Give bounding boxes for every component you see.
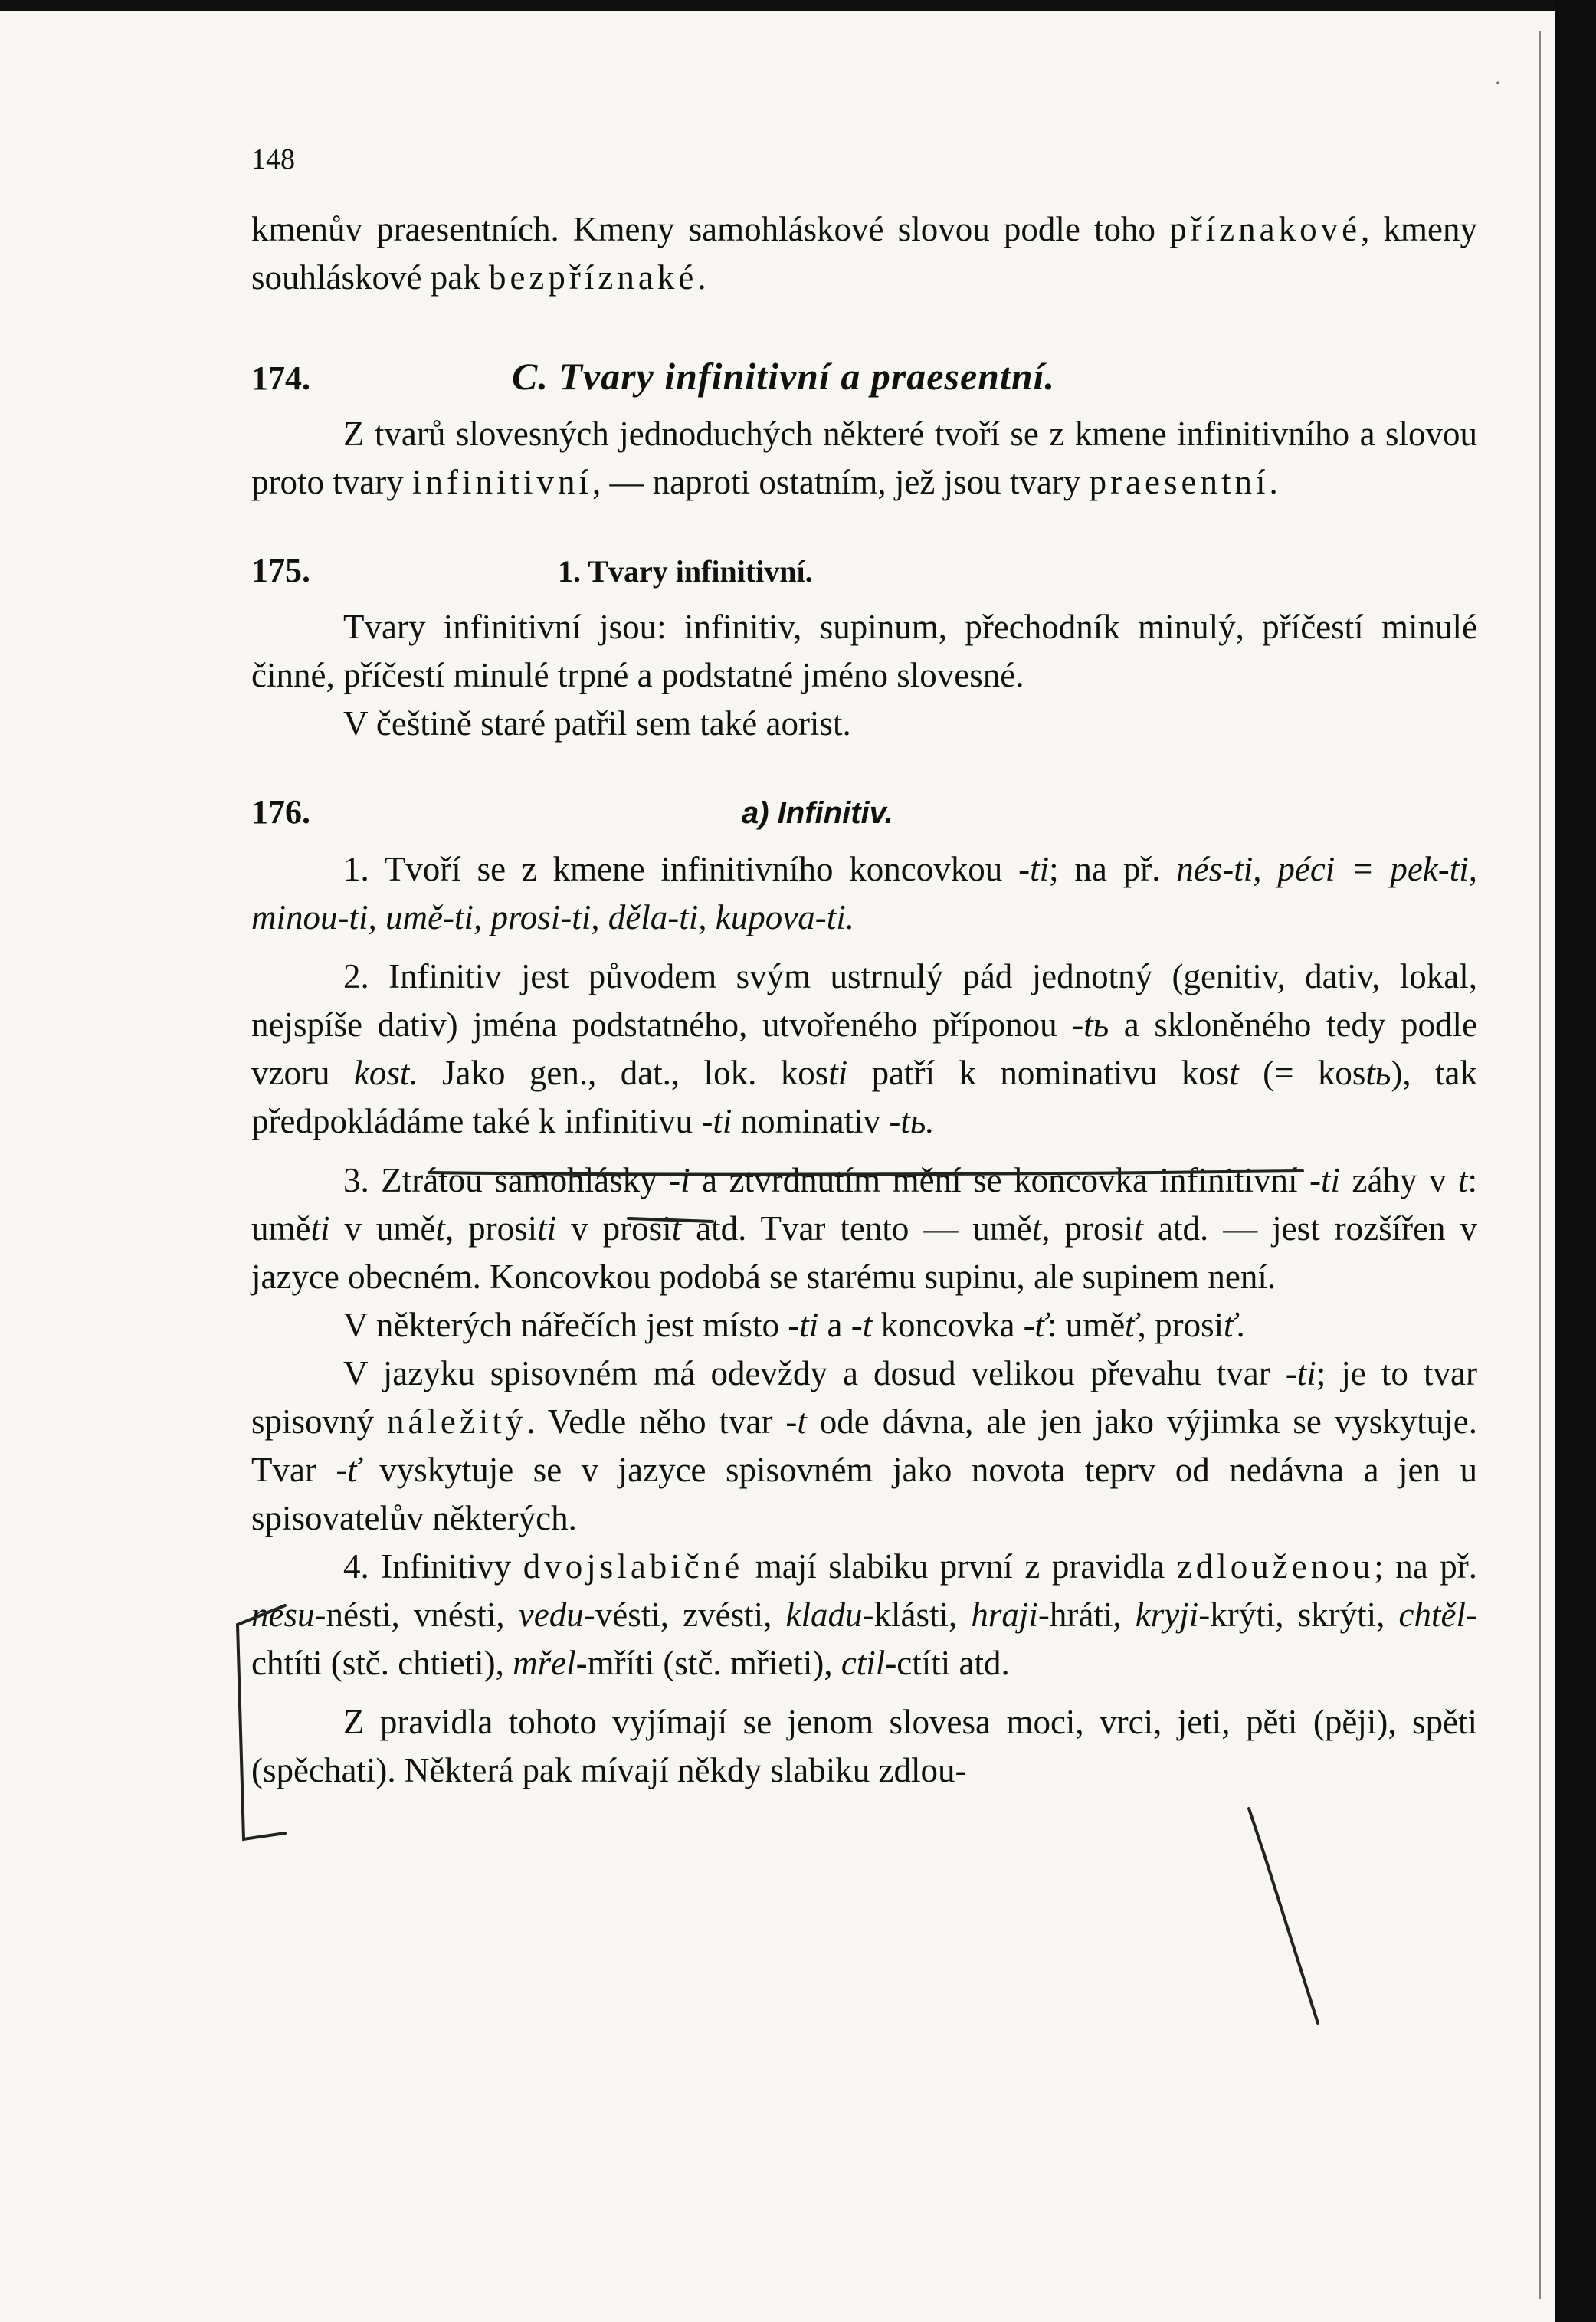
- text: (= kos: [1238, 1054, 1366, 1092]
- section-175-paragraph: Tvary infinitivní jsou: infinitiv, supinum, přechodník minulý, příčestí minulé činné, příčestí minulé trpné a podstatné jméno slovesné.: [251, 608, 1477, 694]
- text: -mříti (stč. mřieti),: [575, 1644, 841, 1682]
- section-number: 174.: [251, 359, 310, 397]
- section-175-heading: [251, 546, 1477, 595]
- text: mřel: [513, 1644, 576, 1682]
- text: t: [1457, 1161, 1468, 1199]
- text: , prosi: [444, 1209, 538, 1248]
- text: -hráti,: [1037, 1596, 1136, 1634]
- text: kladu: [785, 1596, 863, 1634]
- text: -krýti, skrýti,: [1198, 1596, 1399, 1634]
- text: ctil: [841, 1644, 886, 1682]
- section-174-paragraph: [251, 410, 1477, 507]
- text: hraji: [971, 1596, 1038, 1634]
- section-175-note: V češtině staré patřil sem také aorist.: [343, 704, 851, 743]
- term-dvojslabicne: dvojslabičné: [523, 1547, 744, 1586]
- text: -nésti, vnésti,: [314, 1596, 519, 1634]
- text: -tь.: [889, 1102, 935, 1140]
- section-174-heading: [251, 353, 1477, 402]
- page-speck: ·: [1494, 71, 1502, 96]
- text: kost.: [353, 1054, 418, 1092]
- intro-text: , kmeny souhláskové pak: [251, 210, 1477, 297]
- text: ; je to tvar spisovný: [251, 1354, 1477, 1441]
- paragraph-1: [251, 845, 1477, 942]
- text: . Vedle něho tvar: [526, 1402, 786, 1441]
- term-infinitivni: infinitivní: [411, 463, 592, 501]
- text: nés-ti, péci = pek-ti, minou-ti, umě-ti, prosi-ti, děla-ti, kupova-ti.: [251, 850, 1478, 936]
- scan-right-border: [1555, 0, 1596, 2322]
- text: -ť: [1023, 1306, 1048, 1344]
- page-edge-shadow: [1539, 31, 1541, 2299]
- text: 1. Tvoří se z kmene infinitivního koncovkou: [343, 850, 1019, 888]
- text: -t: [850, 1306, 873, 1344]
- term-praesentni: praesentní: [1089, 463, 1270, 501]
- text: 4. Infinitivy: [343, 1547, 523, 1586]
- text: ode dávna, ale jen jako výjimka se vyskytuje. Tvar: [251, 1402, 1477, 1489]
- text: , — naproti ostatním, jež jsou tvary: [592, 463, 1090, 501]
- text: -ti: [701, 1102, 732, 1140]
- text: ; na př.: [1049, 850, 1177, 888]
- scan-top-border: [0, 0, 1596, 11]
- intro-paragraph: [251, 205, 1477, 302]
- paragraph-2: [251, 953, 1477, 1146]
- text: ), tak předpokládáme také k infinitivu: [251, 1054, 1477, 1140]
- text: V některých nářečích jest místo: [343, 1306, 788, 1344]
- text: -ti: [1285, 1354, 1316, 1392]
- text: -ť: [336, 1451, 360, 1489]
- text: ti: [828, 1054, 848, 1092]
- section-title: a) Infinitiv.: [742, 796, 893, 830]
- text: záhy v: [1340, 1161, 1458, 1199]
- text: kryji: [1135, 1596, 1199, 1634]
- text: -klásti,: [862, 1596, 972, 1634]
- text: t: [435, 1209, 445, 1248]
- text: ť: [1125, 1306, 1138, 1344]
- text: -vésti, zvésti,: [583, 1596, 786, 1634]
- text: t: [671, 1209, 682, 1248]
- text: t: [1031, 1209, 1042, 1248]
- text: .: [1236, 1306, 1245, 1344]
- text: ť: [1224, 1306, 1237, 1344]
- page-number: 148: [251, 143, 295, 175]
- text: -ctíti atd.: [885, 1644, 1010, 1682]
- text: vyskytuje se v jazyce spisovném jako novota teprv od nedávna a jen u spisovatelův některých.: [251, 1451, 1477, 1537]
- text: 3. Ztrátou samohlásky: [343, 1161, 670, 1199]
- text: .: [1269, 463, 1278, 501]
- text: ; na př.: [1374, 1547, 1477, 1586]
- text: t: [1133, 1209, 1144, 1248]
- intro-period: .: [697, 258, 706, 297]
- page-content: [251, 205, 1477, 1795]
- text: ti: [310, 1209, 330, 1248]
- term-zdlouzenou: zdlouženou: [1176, 1547, 1375, 1586]
- text: vedu: [518, 1596, 584, 1634]
- text: -ti: [788, 1306, 819, 1344]
- text: atd. Tvar tento — umě: [681, 1209, 1032, 1248]
- intro-term-priznakove: příznakové: [1169, 210, 1362, 248]
- text: nominativ: [732, 1102, 890, 1140]
- text: -ti: [1018, 850, 1050, 888]
- text: koncovka: [872, 1306, 1024, 1344]
- text: v prosi: [556, 1209, 672, 1248]
- check-mark: [1249, 1809, 1318, 2023]
- text: -i: [669, 1161, 690, 1199]
- text: Jako gen., dat., lok. kos: [418, 1054, 829, 1092]
- text: mají slabiku první z pravidla: [743, 1547, 1177, 1586]
- section-number: 175.: [251, 552, 310, 589]
- text: 2. Infinitiv jest původem svým ustrnulý pád jednotný (genitiv, dativ, lokal, nejspíše dativ) jména podstatného, utvořeného příponou: [251, 957, 1477, 1044]
- section-number: 176.: [251, 793, 310, 831]
- paragraph-3-dialects: [251, 1301, 1477, 1350]
- text: v umě: [329, 1209, 436, 1248]
- text: ti: [537, 1209, 557, 1248]
- text: Z tvarů slovesných jednoduchých některé tvoří se z kmene infinitivního a slovou proto tvary: [251, 415, 1477, 501]
- section-title: 1. Tvary infinitivní.: [558, 554, 813, 589]
- text: -chtíti (stč. chtieti),: [251, 1596, 1477, 1682]
- text: a skloněného tedy podle vzoru: [251, 1005, 1478, 1092]
- text: a: [818, 1306, 851, 1344]
- text: -t: [785, 1402, 807, 1441]
- text: : umě: [251, 1161, 1477, 1248]
- text: patří k nominativu kos: [847, 1054, 1230, 1092]
- text: , prosi: [1137, 1306, 1224, 1344]
- text: nesu: [251, 1596, 315, 1634]
- intro-term-bezpriznake: bezpříznaké: [488, 258, 698, 297]
- section-176-heading: [251, 788, 1477, 838]
- text: t: [1229, 1054, 1239, 1092]
- text: , prosi: [1041, 1209, 1134, 1248]
- text: -tь: [1072, 1005, 1109, 1044]
- term-nalezity: náležitý: [386, 1402, 527, 1441]
- text: : umě: [1047, 1306, 1126, 1344]
- section-title: C. Tvary infinitivní a praesentní.: [512, 355, 1056, 398]
- text: -ti: [1309, 1161, 1341, 1199]
- paragraph-4: [251, 1543, 1477, 1687]
- text: atd. — jest rozšířen v jazyce obecném. Koncovkou podobá se starému supinu, ale supinem není.: [251, 1209, 1478, 1296]
- text: tь: [1365, 1054, 1391, 1092]
- paragraph-4-exceptions: Z pravidla tohoto vyjímají se jenom slovesa moci, vrci, jeti, pěti (pěji), spěti (spěchati). Některá pak mívají někdy slabiku zdlou-: [251, 1703, 1477, 1789]
- text: V jazyku spisovném má odevždy a dosud velikou převahu tvar: [343, 1354, 1286, 1392]
- text: a ztvrdnutím mění se koncovka infinitivní: [690, 1161, 1310, 1199]
- paragraph-3-literary: [251, 1350, 1477, 1543]
- intro-line-1: kmenův praesentních. Kmeny samohláskové slovou podle toho: [251, 210, 1156, 248]
- paragraph-3: [251, 1156, 1477, 1301]
- text: chtěl: [1398, 1596, 1466, 1634]
